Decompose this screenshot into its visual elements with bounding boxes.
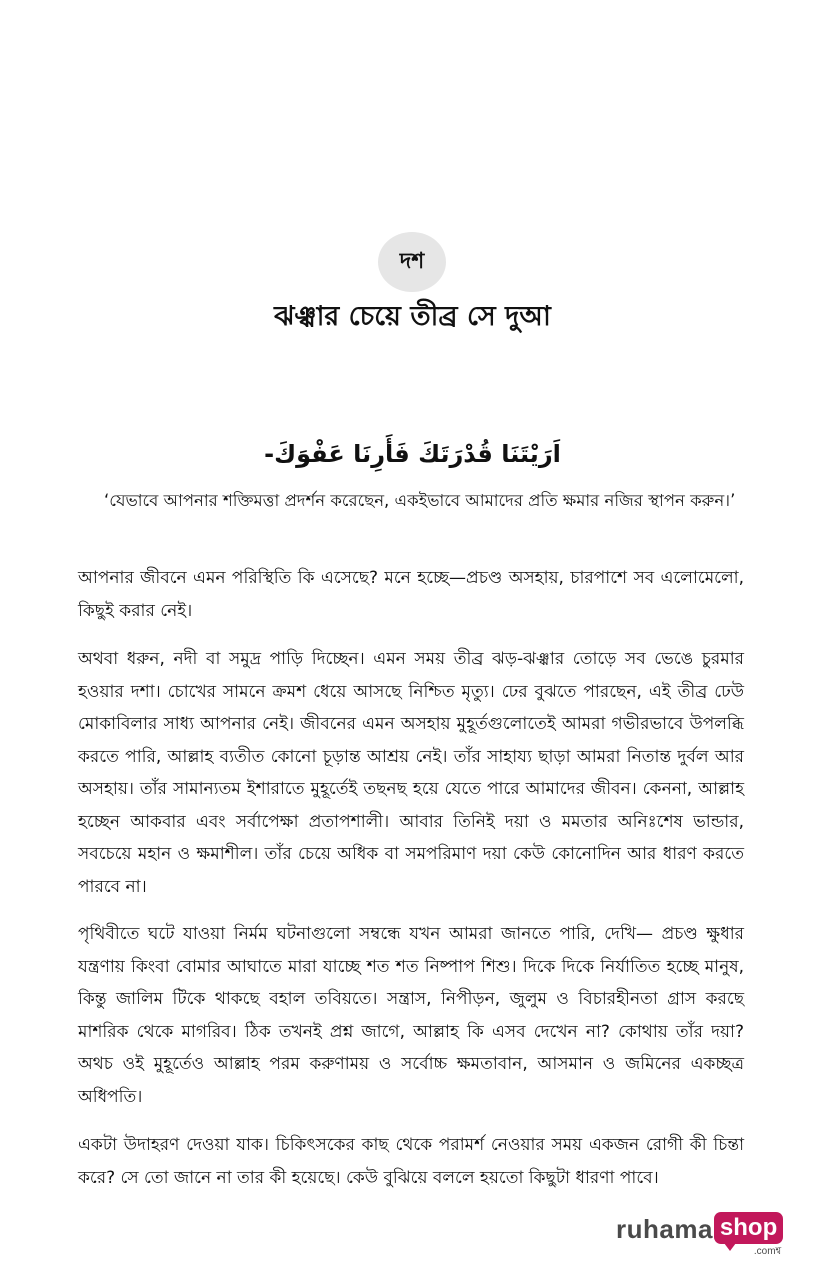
body-paragraph: আপনার জীবনে এমন পরিস্থিতি কি এসেছে? মনে হচ্ছে—প্রচণ্ড অসহায়, চারপাশে সব এলোমেলো, কিছুই করার নেই। xyxy=(78,568,744,621)
chapter-number-badge xyxy=(378,232,446,292)
dua-translation: ‘যেভাবে আপনার শক্তিমত্তা প্রদর্শন করেছেন, একইভাবে আমাদের প্রতি ক্ষমার নজির স্থাপন করুন।’ xyxy=(104,491,736,510)
logo-shop-badge: shop xyxy=(714,1212,783,1244)
arabic-dua: اَرَيْتَنَا قُدْرَتَكَ فَأَرِنَا عَفْوَكَ- xyxy=(264,440,561,468)
body-paragraph: পৃথিবীতে ঘটে যাওয়া নির্মম ঘটনাগুলো সম্বন্ধে যখন আমরা জানতে পারি, দেখি— প্রচণ্ড ক্ষুধার যন্ত্রণায় কিংবা বোমার আঘাতে মারা যাচ্ছে শত শত নিষ্পাপ শিশু। দিকে দিকে নির্যাতিত হচ্ছে মানুষ, কিন্তু জালিম টিকে থাকছে বহাল তবিয়তে। সন্ত্রাস, নিপীড়ন, জুলুম ও বিচারহীনতা গ্রাস করছে মাশরিক থেকে মাগরিব। ঠিক তখনই প্রশ্ন জাগে, আল্লাহ কি এসব দেখেন না? কোথায় তাঁর দয়া? অথচ ওই মুহূর্তেও আল্লাহ পরম করুণাময় ও সর্বোচ্চ ক্ষমতাবান, আসমান ও জমিনের একচ্ছত্র অধিপতি। xyxy=(78,924,744,1107)
logo-domain: .comশ্ব xyxy=(753,1246,782,1257)
chapter-title: ঝঞ্ঝার চেয়ে তীব্র সে দুআ xyxy=(274,301,551,332)
publisher-logo xyxy=(616,1212,783,1256)
logo-wordmark: ruhama xyxy=(616,1214,713,1244)
body-paragraph: একটা উদাহরণ দেওয়া যাক। চিকিৎসকের কাছ থেকে পরামর্শ নেওয়ার সময় একজন রোগী কী চিন্তা করে? সে তো জানে না তার কী হয়েছে। কেউ বুঝিয়ে বললে হয়তো কিছুটা ধারণা পাবে। xyxy=(78,1135,744,1188)
body-paragraph: অথবা ধরুন, নদী বা সমুদ্র পাড়ি দিচ্ছেন। এমন সময় তীব্র ঝড়-ঝঞ্ঝার তোড়ে সব ভেঙে চুরমার হওয়ার দশা। চোখের সামনে ক্রমশ ধেয়ে আসছে নিশ্চিত মৃত্যু। ঢের বুঝতে পারছেন, এই তীব্র ঢেউ মোকাবিলার সাধ্য আপনার নেই। জীবনের এমন অসহায় মুহূর্তগুলোতেই আমরা গভীরভাবে উপলব্ধি করতে পারি, আল্লাহ ব্যতীত কোনো চূড়ান্ত আশ্রয় নেই। তাঁর সাহায্য ছাড়া আমরা নিতান্ত দুর্বল আর অসহায়। তাঁর সামান্যতম ইশারাতে মুহূর্তেই তছনছ হয়ে যেতে পারে আমাদের জীবন। কেননা, আল্লাহ হচ্ছেন আকবার এবং সর্বাপেক্ষা প্রতাপশালী। আবার তিনিই দয়া ও মমতার অনিঃশেষ ভান্ডার, সবচেয়ে মহান ও ক্ষমাশীল। তাঁর চেয়ে অধিক বা সমপরিমাণ দয়া কেউ কোনোদিন আর ধারণ করতে পারবে না। xyxy=(78,649,744,897)
chapter-number: দশ xyxy=(399,248,425,274)
